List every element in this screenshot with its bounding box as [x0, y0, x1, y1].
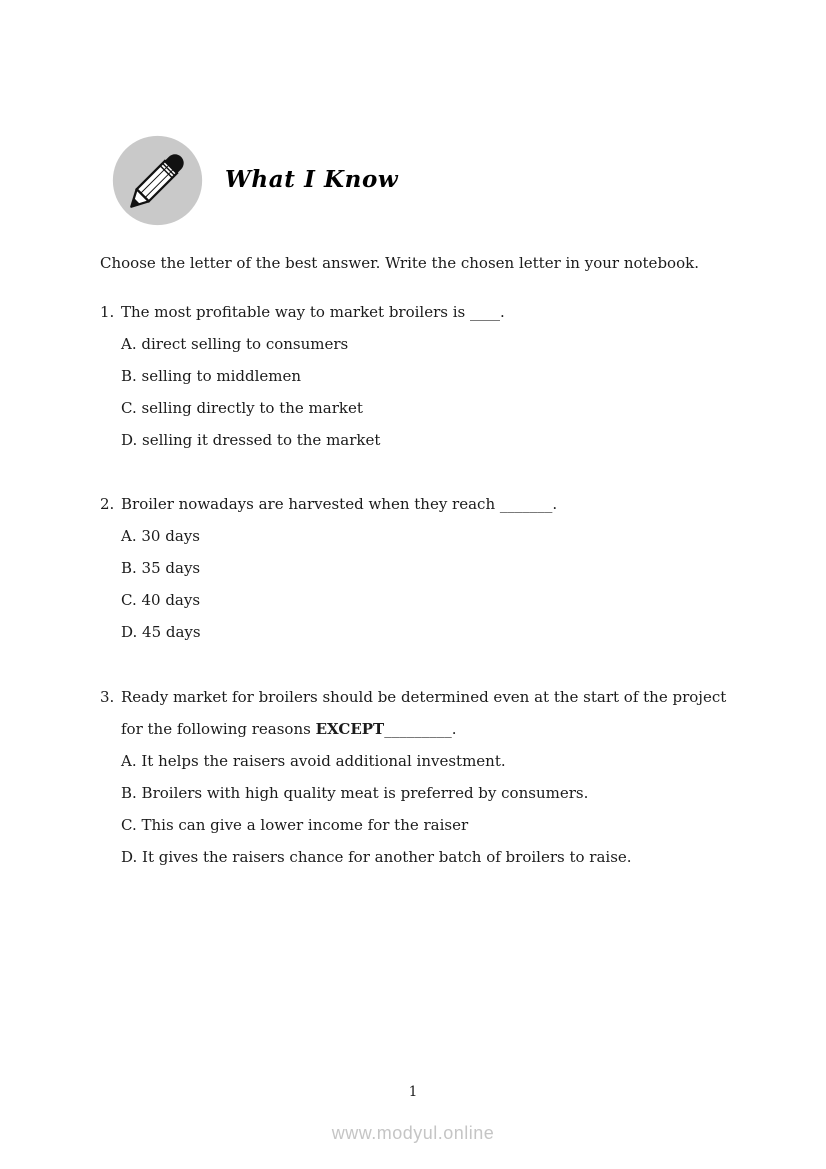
option-b: B. 35 days [121, 559, 201, 577]
option-a: A. 30 days [121, 527, 200, 545]
question-2-options [100, 520, 727, 648]
option-b: B. selling to middlemen [121, 367, 302, 385]
question-2 [100, 488, 727, 648]
option-c: C. 40 days [121, 591, 201, 609]
page-title: What I Know [225, 166, 399, 193]
question-1-number: 1. [100, 303, 115, 321]
question-1-text [121, 296, 727, 328]
option-d: D. It gives the raisers chance for another batch of broilers to raise. [121, 848, 632, 866]
question-1-line [100, 296, 727, 328]
question-1-text-main: The most profitable way to market broilers is ____. [121, 303, 505, 321]
option-a: A. It helps the raisers avoid additional investment. [121, 752, 506, 770]
option-c: C. This can give a lower income for the raiser [121, 816, 469, 834]
question-2-line [100, 488, 727, 520]
question-3-text [121, 681, 727, 745]
option-b: B. Broilers with high quality meat is preferred by consumers. [121, 784, 589, 802]
question-2-text [121, 488, 727, 520]
question-3-text-main: Ready market for broilers should be determined even at the start of the project for the following reasons [121, 688, 727, 738]
option-c: C. selling directly to the market [121, 399, 363, 417]
question-1 [100, 296, 727, 456]
content-area [100, 252, 727, 873]
question-2-text-main: Broiler nowadays are harvested when they reach _______. [121, 495, 558, 513]
watermark: www.modyul.online [331, 1123, 495, 1143]
option-a: A. direct selling to consumers [121, 335, 349, 353]
question-3-number: 3. [100, 688, 115, 706]
instruction-text: Choose the letter of the best answer. Write the chosen letter in your notebook. [100, 254, 699, 272]
question-3-line [100, 681, 727, 745]
question-3-text-after: _________. [384, 720, 457, 738]
page-number: 1 [408, 1084, 418, 1100]
pencil-icon [110, 133, 205, 228]
question-3-text-bold: EXCEPT [315, 720, 385, 738]
option-d: D. selling it dressed to the market [121, 431, 381, 449]
question-3-options [100, 745, 727, 873]
question-2-number: 2. [100, 495, 115, 513]
option-d: D. 45 days [121, 623, 201, 641]
question-1-options [100, 328, 727, 456]
question-3 [100, 681, 727, 873]
